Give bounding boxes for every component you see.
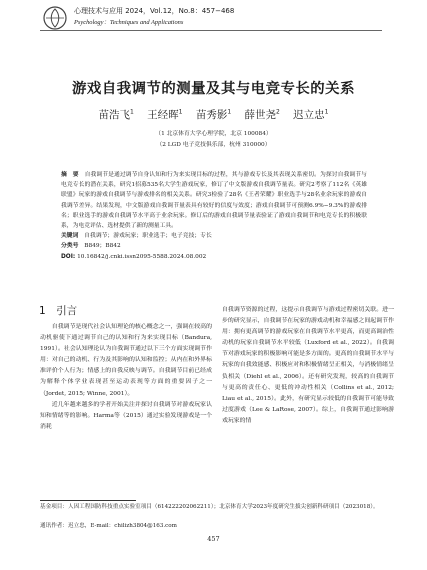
footnote-correspondence: 通讯作者：迟立忠，E-mail：chilizh3804@163.com — [40, 523, 177, 529]
body-paragraph: 近几年越来越多的学者开始关注并探讨自我调节对游戏玩家认知和情绪等的影响。Harma等（2015）通过实验发现游戏是一个消耗 — [40, 401, 212, 430]
keywords-label: 关键词 — [61, 233, 79, 240]
doi-label: DOI: — [61, 253, 76, 260]
keywords-line — [61, 231, 367, 241]
abstract — [61, 170, 367, 262]
affiliation: （2 LGD 电子竞技俱乐部，杭州 310000） — [156, 142, 271, 148]
right-column — [222, 305, 394, 427]
author-name: 王经晖 — [147, 109, 179, 121]
author-affil-mark: 2 — [276, 108, 280, 116]
author-affil-mark: 1 — [227, 108, 232, 116]
footnote-funding: 基金项目：人因工程国防科技重点实验室项目（614222202062211）；北京体育大学2023年度研究生拔尖创新科研项目（2023018）。 — [40, 504, 379, 510]
header-divider — [40, 30, 382, 31]
author-name: 苗秀影 — [195, 109, 228, 121]
affiliation: （1 北京体育大学心理学院，北京 100084） — [155, 131, 272, 137]
author-affil-mark: 1 — [178, 108, 183, 116]
section-title: 引言 — [56, 305, 78, 317]
author-affil-mark: 1 — [129, 108, 134, 116]
author-name: 苗浩飞 — [98, 109, 130, 121]
classification-line — [61, 241, 367, 251]
abstract-text: 自我调节是通过调节自身认知和行为来实现目标的过程，其与游戏专长及其表现关系密切。为探讨自我调节与电竞专长的潜在关系，研究1招募535名大学生游戏玩家，修订了中文版游戏自我调节量表。研究2考察了112名《英雄联盟》玩家的游戏自我调节与游戏排名的相关关系。研究3检验了28名《王者荣耀》职业选手与28名业余玩家的游戏自我调节差异。结果发现，中文版游戏自我调节量表具有较好的信度与效度；游戏自我调节可预测6.9%−9.3%的游戏排名；职业选手的游戏自我调节水平高于业余玩家。修订后的游戏自我调节量表验证了游戏自我调节和电竞专长的积极联系，为电竞评估、选材提供了新的测量工具。 — [61, 172, 367, 230]
author-name: 薛世尧 — [244, 109, 276, 121]
journal-english-name: Psychology：Techniques and Applications — [74, 19, 184, 26]
footnote-divider — [40, 500, 136, 501]
abstract-paragraph — [61, 170, 367, 231]
section-number: 1 — [39, 305, 46, 317]
author-affil-mark: 1 — [324, 108, 329, 116]
page-number: 457 — [207, 535, 220, 543]
body-paragraph: 自我调节是现代社会认知理论的核心概念之一，强调在较高的动机驱使下通过调节自己的认知和行为来实现目标（Bandura, 1991）。社会认知理论认为自我调节通过以下三个方面实现调节作用：对自己的动机、行为及其影响的认知和监控；从内在和外界标准评价个人行为；情感上的自我反映与调节。自我调节目前已经成为解释个体学业表现甚至运动表现等方面的重要因子之一（Jordet, 2015; Winne, 2001）。 — [40, 324, 212, 397]
author-name: 迟立忠 — [293, 109, 325, 121]
classification-label: 分类号 — [61, 243, 79, 250]
journal-citation: 心理技术与应用 2024，Vol.12，No.8：457−468 — [74, 7, 235, 15]
abstract-label: 摘 要 — [61, 172, 79, 178]
doi-value: 10.16842/j.cnki.issn2095-5588.2024.08.002 — [77, 253, 207, 260]
section-heading — [39, 303, 77, 318]
author-list — [0, 107, 427, 122]
body-paragraph: 自我调节资源的过程，这提示自我调节与游戏过程密切关联。进一步的研究显示，自我调节在玩家的游戏动机和幸福感之间起调节作用：拥有更高调节的游戏玩家在自我调节水平更高，而更高调治性动机的玩家自我调节水平较低（Luxford et al., 2022）。自我调节对游戏玩家的积极影响可能是多方面的。更高的自我调节水平与玩家的自我效能感、积极应对和积极情绪呈正相关，与消极情绪呈负相关（Diehl et al., 2006）。还有研究发现，较高的自我调节与更高的责任心、更低的冲动性相关（Collins et al., 2012; Liau et al., 2015）。此外，有研究显示较低的自我调节可能导致过度游戏（Lee & LaRose, 2007）。综上，自我调节通过影响游戏玩家的情 — [222, 307, 394, 424]
paper-title: 游戏自我调节的测量及其与电竞专长的关系 — [72, 81, 355, 97]
journal-logo-icon — [42, 5, 68, 31]
left-column — [40, 322, 212, 433]
keywords-text: 自我调节；游戏玩家；职业选手；电子竞技；专长 — [84, 233, 212, 240]
classification-value: B849；B842 — [84, 243, 121, 250]
doi-line — [61, 252, 367, 262]
